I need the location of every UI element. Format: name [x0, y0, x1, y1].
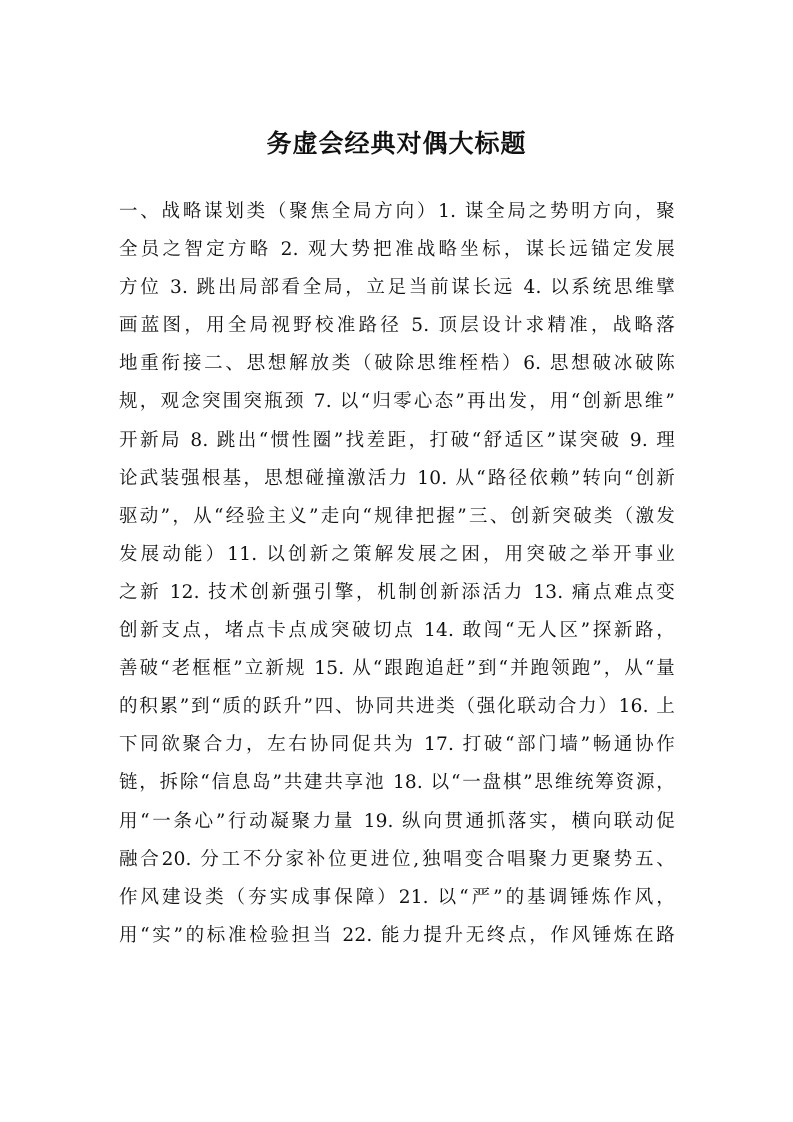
body-line: 驱动”，从“经验主义”走向“规律把握”三、创新突破类（激发 — [119, 505, 675, 527]
body-line: 一、战略谋划类（聚焦全局方向）1. 谋全局之势明方向，聚 — [119, 201, 675, 222]
body-line: 用“一条心”行动凝聚力量 19. 纵向贯通抓落实，横向联动促 — [119, 810, 675, 832]
body-line: 方位 3. 跳出局部看全局，立足当前谋长远 4. 以系统思维擘 — [119, 277, 675, 299]
body-line: 下同欲聚合力，左右协同促共为 17. 打破“部门墙”畅通协作 — [119, 734, 675, 756]
body-line: 画蓝图，用全局视野校准路径 5. 顶层设计求精准，战略落 — [119, 315, 675, 337]
document-body — [119, 193, 675, 955]
body-line: 链，拆除“信息岛”共建共享池 18. 以“一盘棋”思维统筹资源， — [119, 772, 675, 794]
body-line: 善破“老框框”立新规 15. 从“跟跑追赶”到“并跑领跑”，从“量 — [119, 658, 675, 680]
body-line: 发展动能）11. 以创新之策解发展之困，用突破之举开事业 — [119, 543, 675, 565]
body-line: 规，观念突围突瓶颈 7. 以“归零心态”再出发，用“创新思维” — [119, 391, 675, 413]
body-line: 作风建设类（夯实成事保障）21. 以“严”的基调锤炼作风， — [119, 886, 675, 908]
body-line: 创新支点，堵点卡点成突破切点 14. 敢闯“无人区”探新路， — [119, 620, 675, 642]
body-line: 全员之智定方略 2. 观大势把准战略坐标，谋长远锚定发展 — [119, 239, 675, 261]
document-title: 务虚会经典对偶大标题 — [266, 129, 527, 158]
body-line: 的积累”到“质的跃升”四、协同共进类（强化联动合力）16. 上 — [119, 696, 675, 718]
body-line: 用“实”的标准检验担当 22. 能力提升无终点，作风锤炼在路 — [119, 924, 675, 946]
body-line: 开新局 8. 跳出“惯性圈”找差距，打破“舒适区”谋突破 9. 理 — [119, 429, 675, 451]
body-line: 论武装强根基，思想碰撞激活力 10. 从“路径依赖”转向“创新 — [119, 467, 675, 489]
body-line: 融合20. 分工不分家补位更进位,独唱变合唱聚力更聚势五、 — [119, 848, 675, 870]
body-line: 地重衔接二、思想解放类（破除思维桎梏）6. 思想破冰破陈 — [119, 353, 675, 375]
body-line: 之新 12. 技术创新强引擎，机制创新添活力 13. 痛点难点变 — [119, 581, 675, 603]
